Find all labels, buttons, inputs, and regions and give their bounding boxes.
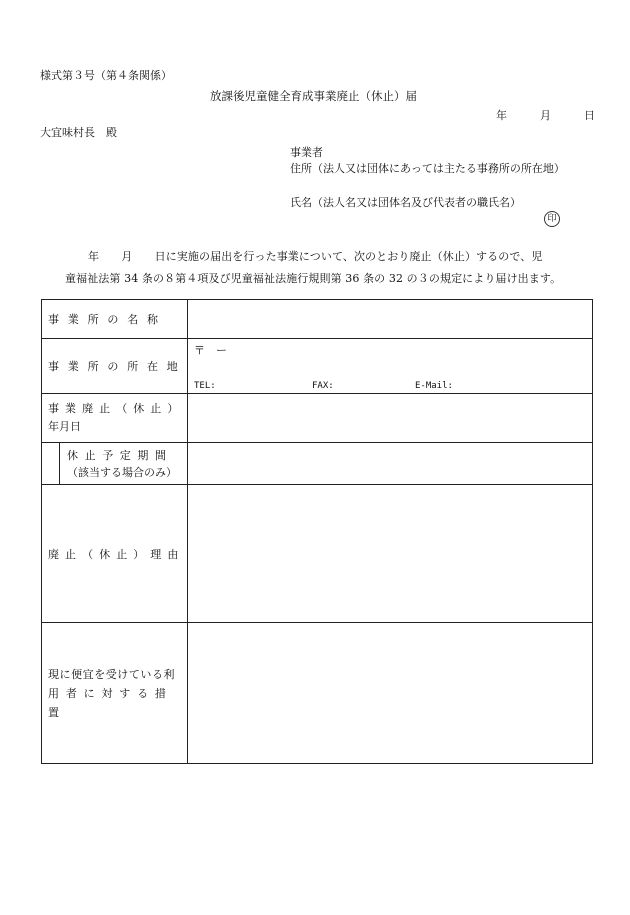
form-number: 様式第３号（第４条関係） (40, 69, 172, 82)
label-closure-reason (42, 485, 188, 623)
input-suspension-period[interactable] (188, 443, 593, 485)
input-closure-date[interactable] (188, 394, 593, 443)
label-suspension-period-line2: （該当する場合のみ） (67, 465, 177, 479)
document-title: 放課後児童健全育成事業廃止（休止）届 (210, 89, 417, 103)
label-facility-location: 事業所の所在地 (42, 339, 188, 394)
submission-date (496, 107, 595, 123)
date-day: 日 (584, 109, 595, 122)
input-facility-name[interactable] (188, 300, 593, 339)
label-suspension-period (42, 443, 188, 485)
addressee: 大宜味村長 殿 (40, 126, 117, 139)
label-facility-name: 事業所の名称 (42, 300, 188, 339)
label-user-measures (42, 623, 188, 764)
date-year: 年 (496, 109, 507, 122)
label-closure-date-line1: 事業廃止（休止） (48, 402, 185, 415)
date-month: 月 (540, 109, 551, 122)
email-label: E-Mail: (415, 381, 453, 391)
postal-mark: 〒 ー (194, 344, 227, 357)
notification-form-table (41, 299, 593, 764)
label-suspension-period-line1: 休止予定期間 (67, 448, 173, 462)
input-closure-reason[interactable] (188, 485, 593, 623)
label-closure-date (42, 394, 188, 443)
seal-icon: 印 (544, 211, 560, 227)
declaration-line-2: 童福祉法第 34 条の８第４項及び児童福祉法施行規則第 36 条の 32 の３の規定により届け出ます。 (65, 272, 562, 285)
tel-label: TEL: (194, 381, 216, 391)
label-closure-reason-text: 廃止（休止）理由 (48, 547, 185, 561)
fax-label: FAX: (312, 381, 334, 391)
operator-label: 事業者 (290, 146, 323, 159)
declaration-text (40, 246, 588, 290)
label-user-measures-line2: 用者に対する措置 (48, 686, 173, 719)
name-label: 氏名（法人名又は団体名及び代表者の職氏名） (290, 196, 521, 209)
input-user-measures[interactable] (188, 623, 593, 764)
label-closure-date-line2: 年月日 (48, 420, 81, 433)
label-user-measures-line1: 現に便宜を受けている利 (48, 667, 176, 681)
declaration-line-1: 年 月 日に実施の届出を行った事業について、次のとおり廃止（休止）するので、児 (88, 250, 543, 263)
input-facility-location[interactable] (188, 339, 593, 394)
address-label: 住所（法人又は団体にあっては主たる事務所の所在地） (290, 162, 565, 175)
